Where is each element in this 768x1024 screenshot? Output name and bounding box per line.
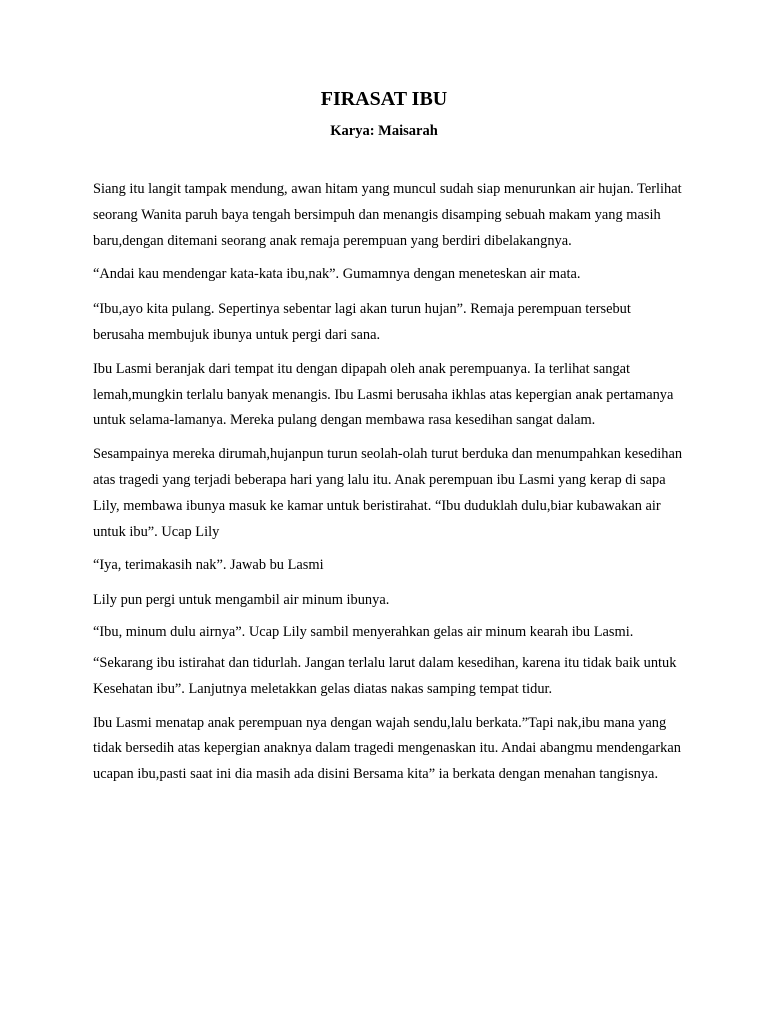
document-title: FIRASAT IBU xyxy=(320,88,448,110)
paragraph-4: Ibu Lasmi beranjak dari tempat itu dengan dipapah oleh anak perempuanya. Ia terlihat sangat lemah,mungkin terlalu banyak menangis. Ibu Lasmi berusaha ikhlas atas kepergian anak pertamanya untuk selama-lamanya. Mereka pulang dengan membawa rasa kesedihan sangat dalam. xyxy=(93,360,674,429)
paragraph-3: “Ibu,ayo kita pulang. Sepertinya sebentar lagi akan turun hujan”. Remaja perempuan tersebut berusaha membujuk ibunya untuk pergi dari sana. xyxy=(93,301,631,343)
document-body xyxy=(93,177,683,796)
paragraph-1: Siang itu langit tampak mendung, awan hitam yang muncul sudah siap menurunkan air hujan. Terlihat seorang Wanita paruh baya tengah bersimpuh dan menangis disamping sebuah makam yang masih baru,dengan ditemani seorang anak remaja perempuan yang berdiri dibelakangnya. xyxy=(93,181,682,249)
paragraph-2: “Andai kau mendengar kata-kata ibu,nak”. Gumamnya dengan meneteskan air mata. xyxy=(93,266,581,283)
paragraph-6: “Iya, terimakasih nak”. Jawab bu Lasmi xyxy=(93,557,324,574)
paragraph-8: “Ibu, minum dulu airnya”. Ucap Lily sambil menyerahkan gelas air minum kearah ibu Lasmi. xyxy=(93,623,634,640)
paragraph-9: “Sekarang ibu istirahat dan tidurlah. Jangan terlalu larut dalam kesedihan, karena itu tidak baik untuk Kesehatan ibu”. Lanjutnya meletakkan gelas diatas nakas samping tempat tidur. xyxy=(93,654,677,697)
paragraph-7: Lily pun pergi untuk mengambil air minum ibunya. xyxy=(93,592,390,609)
document-author: Karya: Maisarah xyxy=(330,123,438,139)
paragraph-5: Sesampainya mereka dirumah,hujanpun turun seolah-olah turut berduka dan menumpahkan kesedihan atas tragedi yang terjadi beberapa hari yang lalu itu. Anak perempuan ibu Lasmi yang kerap di sapa Lily, membawa ibunya masuk ke kamar untuk beristirahat. “Ibu duduklah dulu,biar kubawakan air untuk ibu”. Ucap Lily xyxy=(93,446,683,540)
paragraph-10: Ibu Lasmi menatap anak perempuan nya dengan wajah sendu,lalu berkata.”Tapi nak,ibu mana yang tidak bersedih atas kepergian anaknya dalam tragedi mengenaskan itu. Andai abangmu mendengarkan ucapan ibu,pasti saat ini dia masih ada disini Bersama kita” ia berkata dengan menahan tangisnya. xyxy=(93,714,681,783)
